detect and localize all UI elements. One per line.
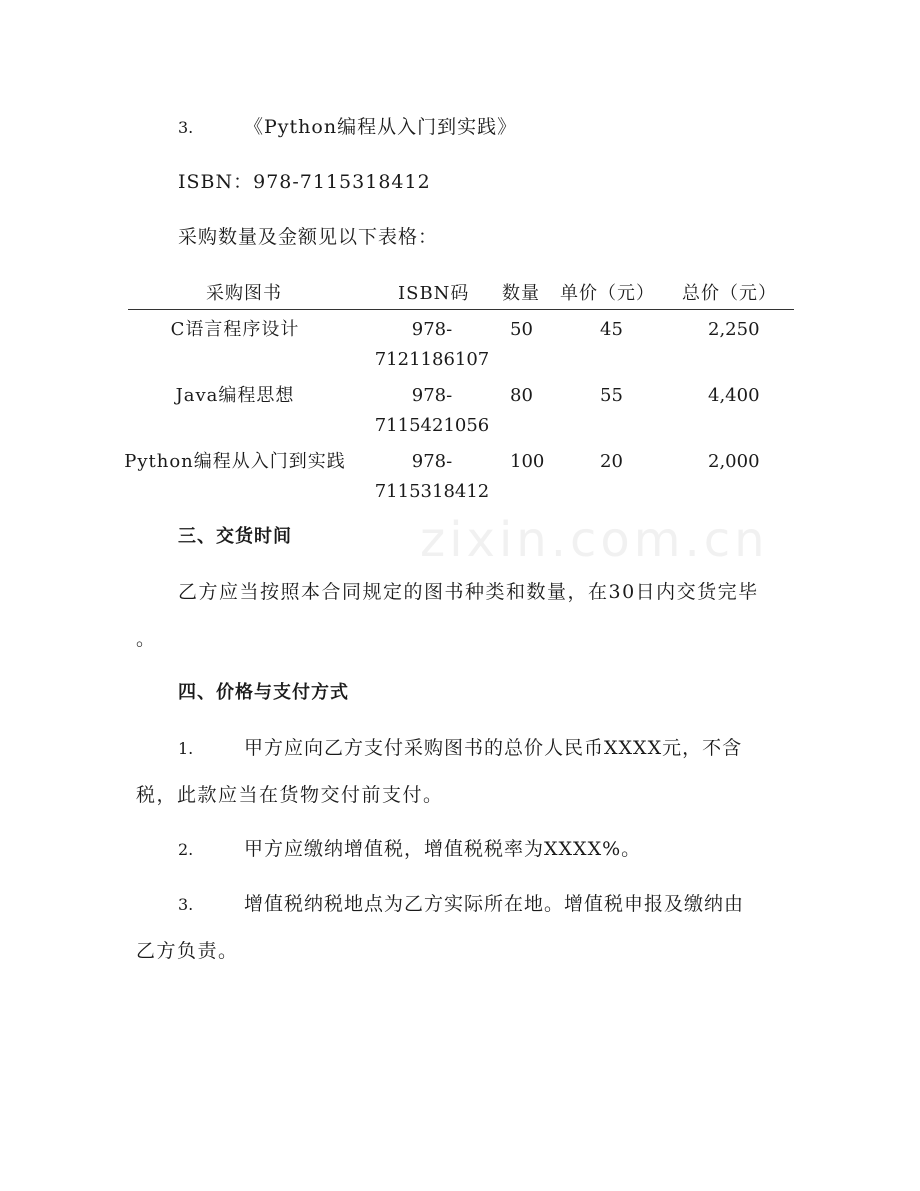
table-cell-unit-price: 20 xyxy=(600,451,623,472)
table-cell-isbn-part2: 7115421056 xyxy=(374,415,490,436)
table-header-rule xyxy=(128,309,794,310)
watermark: zixin.com.cn xyxy=(420,512,769,568)
table-cell-isbn-part2: 7121186107 xyxy=(374,349,490,370)
table-header-book: 采购图书 xyxy=(206,283,282,304)
table-cell-isbn-part1: 978- xyxy=(411,319,453,340)
payment-item-1 xyxy=(178,734,742,763)
table-header-qty: 数量 xyxy=(502,283,540,304)
isbn-line: ISBN：978-7115318412 xyxy=(178,171,431,193)
payment-item-text: 甲方应向乙方支付采购图书的总价人民币XXXX元，不含 xyxy=(244,737,743,759)
list-number: 2. xyxy=(178,840,194,859)
table-cell-isbn-part1: 978- xyxy=(411,385,453,406)
payment-item-1-line2: 税，此款应当在货物交付前支付。 xyxy=(136,784,444,806)
list-number: 3. xyxy=(178,895,194,914)
payment-item-3-line2: 乙方负责。 xyxy=(136,940,239,962)
table-cell-total-price: 2,250 xyxy=(708,319,760,340)
table-cell-name: Java编程思想 xyxy=(175,385,295,406)
table-header-isbn: ISBN码 xyxy=(398,283,470,304)
table-header-total-price: 总价（元） xyxy=(682,283,777,304)
table-cell-qty: 80 xyxy=(510,385,533,406)
table-cell-total-price: 4,400 xyxy=(708,385,760,406)
section-heading-delivery: 三、交货时间 xyxy=(178,526,292,547)
payment-item-text: 甲方应缴纳增值税，增值税税率为XXXX%。 xyxy=(244,838,642,860)
payment-item-2 xyxy=(178,835,641,864)
table-intro: 采购数量及金额见以下表格： xyxy=(178,226,439,248)
table-cell-name: C语言程序设计 xyxy=(170,319,300,340)
payment-item-text: 增值税纳税地点为乙方实际所在地。增值税申报及缴纳由 xyxy=(244,893,745,915)
table-cell-qty: 50 xyxy=(510,319,533,340)
table-cell-unit-price: 55 xyxy=(600,385,623,406)
list-number: 3. xyxy=(178,118,194,137)
table-cell-total-price: 2,000 xyxy=(708,451,760,472)
list-number: 1. xyxy=(178,739,194,758)
table-cell-isbn-part1: 978- xyxy=(411,451,453,472)
section-heading-payment: 四、价格与支付方式 xyxy=(178,682,349,703)
table-header-unit-price: 单价（元） xyxy=(560,283,655,304)
table-cell-unit-price: 45 xyxy=(600,319,623,340)
delivery-paragraph-line2: 。 xyxy=(136,628,157,650)
table-cell-name: Python编程从入门到实践 xyxy=(124,451,346,472)
delivery-paragraph-line1: 乙方应当按照本合同规定的图书种类和数量，在30日内交货完毕 xyxy=(178,581,759,603)
book-title: 《Python编程从入门到实践》 xyxy=(244,116,518,138)
list-item-3 xyxy=(178,113,517,142)
table-cell-qty: 100 xyxy=(510,451,545,472)
table-cell-isbn-part2: 7115318412 xyxy=(374,481,490,502)
payment-item-3 xyxy=(178,890,744,919)
